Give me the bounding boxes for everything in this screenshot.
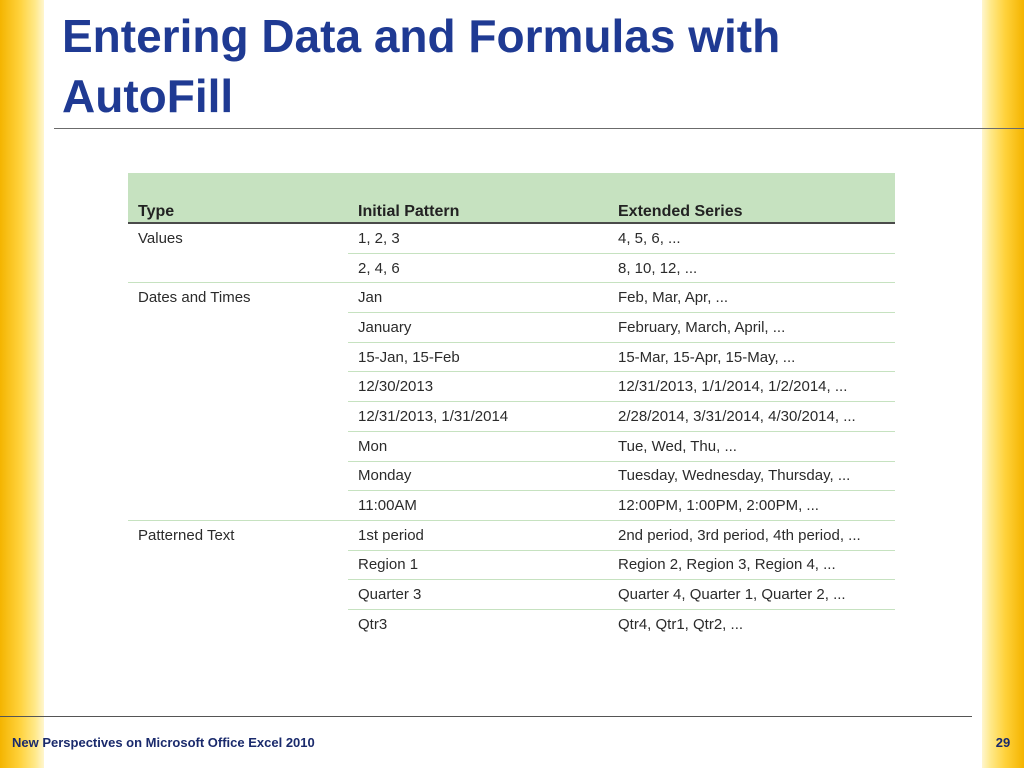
initial-pattern-cell: January	[348, 313, 608, 343]
extended-series-cell: Quarter 4, Quarter 1, Quarter 2, ...	[608, 580, 895, 610]
extended-series-cell: February, March, April, ...	[608, 313, 895, 343]
footer-divider	[0, 716, 972, 717]
extended-series-cell: 12:00PM, 1:00PM, 2:00PM, ...	[608, 491, 895, 521]
table-row	[128, 342, 895, 372]
table-row	[128, 580, 895, 610]
slide-title: Entering Data and Formulas with AutoFill	[62, 10, 781, 122]
initial-pattern-cell: 11:00AM	[348, 491, 608, 521]
extended-series-cell: Tuesday, Wednesday, Thursday, ...	[608, 461, 895, 491]
left-decorative-bar	[0, 0, 44, 768]
initial-pattern-cell: Qtr3	[358, 615, 388, 633]
title-divider	[54, 128, 1024, 129]
autofill-table-container	[128, 173, 895, 639]
table-row	[128, 313, 895, 343]
type-cell: Dates and Times	[138, 289, 251, 307]
table-row	[128, 550, 895, 580]
type-cell-empty	[128, 402, 348, 432]
table-row	[128, 491, 895, 521]
type-cell: Values	[138, 230, 183, 248]
type-cell: Patterned Text	[138, 526, 235, 544]
extended-series-cell: 12/31/2013, 1/1/2014, 1/2/2014, ...	[608, 372, 895, 402]
initial-pattern-cell: Quarter 3	[348, 580, 608, 610]
extended-series-cell: Region 2, Region 3, Region 4, ...	[608, 550, 895, 580]
table-row	[128, 402, 895, 432]
type-cell-empty	[128, 609, 348, 638]
initial-pattern-cell: 1st period	[348, 520, 608, 550]
right-decorative-bar	[982, 0, 1024, 768]
initial-pattern-cell: Region 1	[348, 550, 608, 580]
extended-series-cell: 8, 10, 12, ...	[608, 253, 895, 283]
extended-series-cell: 2nd period, 3rd period, 4th period, ...	[608, 520, 895, 550]
autofill-series-table	[128, 173, 895, 639]
type-cell-empty	[128, 342, 348, 372]
initial-pattern-cell: 12/30/2013	[348, 372, 608, 402]
table-row	[128, 461, 895, 491]
initial-pattern-cell: 12/31/2013, 1/31/2014	[348, 402, 608, 432]
initial-pattern-cell: 2, 4, 6	[348, 253, 608, 283]
initial-pattern-cell: Jan	[348, 283, 608, 313]
type-cell-empty	[128, 372, 348, 402]
initial-pattern-cell: 1, 2, 3	[348, 223, 608, 253]
table-row	[128, 520, 895, 550]
extended-series-cell: Qtr4, Qtr1, Qtr2, ...	[618, 615, 744, 633]
table-row	[128, 431, 895, 461]
table-row	[128, 223, 895, 253]
type-cell-empty	[128, 550, 348, 580]
type-cell-empty	[128, 580, 348, 610]
type-cell-empty	[128, 491, 348, 521]
extended-series-cell: 15-Mar, 15-Apr, 15-May, ...	[608, 342, 895, 372]
extended-series-cell: Tue, Wed, Thu, ...	[608, 431, 895, 461]
header-extended-series: Extended Series	[608, 173, 895, 223]
type-cell-empty	[128, 461, 348, 491]
page-number: 29	[995, 735, 1011, 750]
initial-pattern-cell: Mon	[348, 431, 608, 461]
table-header-row	[128, 173, 895, 223]
header-type: Type	[128, 173, 348, 223]
initial-pattern-cell: Monday	[348, 461, 608, 491]
table-row	[128, 372, 895, 402]
type-cell-empty	[128, 431, 348, 461]
initial-pattern-cell: 15-Jan, 15-Feb	[348, 342, 608, 372]
extended-series-cell: Feb, Mar, Apr, ...	[608, 283, 895, 313]
footer-course-title: New Perspectives on Microsoft Office Excel 2010	[12, 735, 315, 750]
header-initial-pattern: Initial Pattern	[348, 173, 608, 223]
type-cell-empty	[128, 253, 348, 283]
type-cell-empty	[128, 313, 348, 343]
extended-series-cell: 2/28/2014, 3/31/2014, 4/30/2014, ...	[608, 402, 895, 432]
table-row	[128, 609, 895, 638]
extended-series-cell: 4, 5, 6, ...	[608, 223, 895, 253]
table-row	[128, 253, 895, 283]
table-row	[128, 283, 895, 313]
